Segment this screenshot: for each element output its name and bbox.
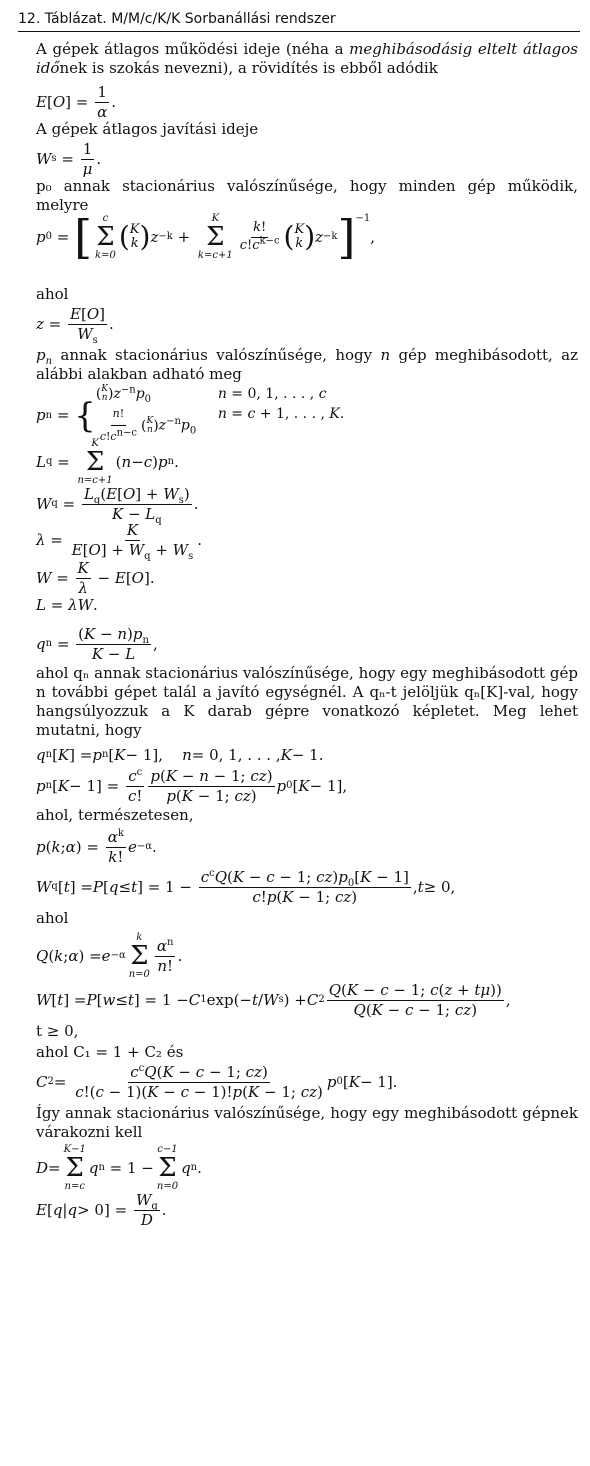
formula-qnK: q n [ K ] = p n [ K − 1], n = 0, 1, . . . , K − 1. [36,746,324,764]
label-ahol-4: ahol C₁ = 1 + C₂ és [36,1043,184,1061]
paragraph-pn: $p_n$ annak stacionárius valószínűsége, hogy n gép meghibásodott, az alábbi alakban adható meg [36,346,578,383]
formula-Wqt: W q [ t ] = P [ q ≤ t ] = 1 − $\frac{c^cQ(K - c - 1; cz)p_0[K - 1]}{c!p(K - 1; cz)}$ , t ≥ 0, [36,868,456,906]
formula-Ws: W s = $\frac{1}{\mu}$ . [36,140,102,178]
formula-pn: p n = { ( K n ) $z^{-n}p_0$ n = 0, 1, . . . , c $\frac{n!}{c!c^{n-c}}$ ( K n ) $z^{-n}p_0$ n = c + 1, . . . , K. [36,384,345,443]
formula-Eq: E [ q | q > 0] = $\frac{W_q}{D}$ . [36,1191,167,1229]
formula-lambda: λ = $\frac{K}{E[O] + W_q + W_s}$ . [36,521,202,562]
paragraph-qn: ahol qₙ annak stacionárius valószínűsége, hogy egy meghibásodott gép n további gépet talál a javító egységnél. A qₙ-t jelöljük qₙ[K]-val, hogy hangsúlyozzuk a K darab gépre vonatkozó képletet. Meg lehet mutatni, hogy [36,664,578,739]
formula-D: D = K−1 Σ n=c q n = 1 − c−1 Σ n=0 q n . [36,1144,202,1192]
paragraph-mean-operating-time [36,40,578,78]
title-rule [18,31,580,32]
label-ahol-2: ahol, természetesen, [36,806,194,824]
formula-z: z = $\frac{E[O]}{W_s}$ . [36,305,114,346]
formula-Wt: W [ t ] = P [ w ≤ t ] = 1 − C 1 exp(− t / W s ) + C 2 $\frac{Q(K - c - 1; c(z + t\mu))}{Q(K - c - 1; cz)}$ , [36,981,511,1019]
formula-L: L = λW . [36,596,98,614]
formula-poisson: p ( k ; α ) = $\frac{\alpha^k}{k!}$ e −α . [36,828,157,866]
formula-pnK: p n [ K − 1] = $\frac{c^c}{c!}$ $\frac{p(K - n - 1; cz)}{p(K - 1; cz)}$ p 0 [ K − 1], [36,767,348,805]
formula-Lq: L q = K Σ n=c+1 ( n − c ) p n . [36,438,179,486]
formula-Wq: W q = $\frac{L_q(E[O] + W_s)}{K - L_q}$ . [36,485,199,526]
content [36,36,578,1229]
formula-Q: Q ( k ; α ) = e −α k Σ n=0 $\frac{\alpha^n}{n!}$ . [36,932,183,980]
p1-emphasis: meghibásodásig eltelt átlagos idő [36,40,578,77]
formula-EO: E [ O ] = $\frac{1}{\alpha}$ . [36,83,117,121]
paragraph-wait-probability: Így annak stacionárius valószínűsége, hogy egy meghibásodott gépnek várakozni kell [36,1104,578,1141]
condition-t: t ≥ 0, [36,1022,79,1040]
table-title: 12. Táblázat. M/M/c/K/K Sorbanállási rendszer [18,11,336,27]
formula-C2: C 2 = $\frac{c^cQ(K - c - 1; cz)}{c!(c - 1)(K - c - 1)!p(K - 1; cz)}$ p 0 [ K − 1]. [36,1063,398,1101]
p1-text-b: nek is szokás nevezni), a rövidítés is ebből adódik [59,59,438,77]
formula-W: W = $\frac{K}{\lambda}$ − E [ O ]. [36,559,155,597]
label-ahol-3: ahol [36,909,69,927]
paragraph-mean-repair-time: A gépek átlagos javítási ideje [36,120,259,138]
formula-p0: p 0 = [ c Σ k=0 ( K k ) z −k + K Σ k=c+1 $\frac{k!}{c!c^{k-c}}$ ( K k ) z −k ] $^{-1}$ , [36,210,375,264]
p1-text-a: A gépek átlagos működési ideje (néha a [36,40,350,58]
paragraph-p0: p₀ annak stacionárius valószínűsége, hogy minden gép működik, melyre [36,177,578,214]
label-ahol-1: ahol [36,285,69,303]
formula-qn: q n = $\frac{(K - n)p_n}{K - L}$ , [36,625,158,663]
